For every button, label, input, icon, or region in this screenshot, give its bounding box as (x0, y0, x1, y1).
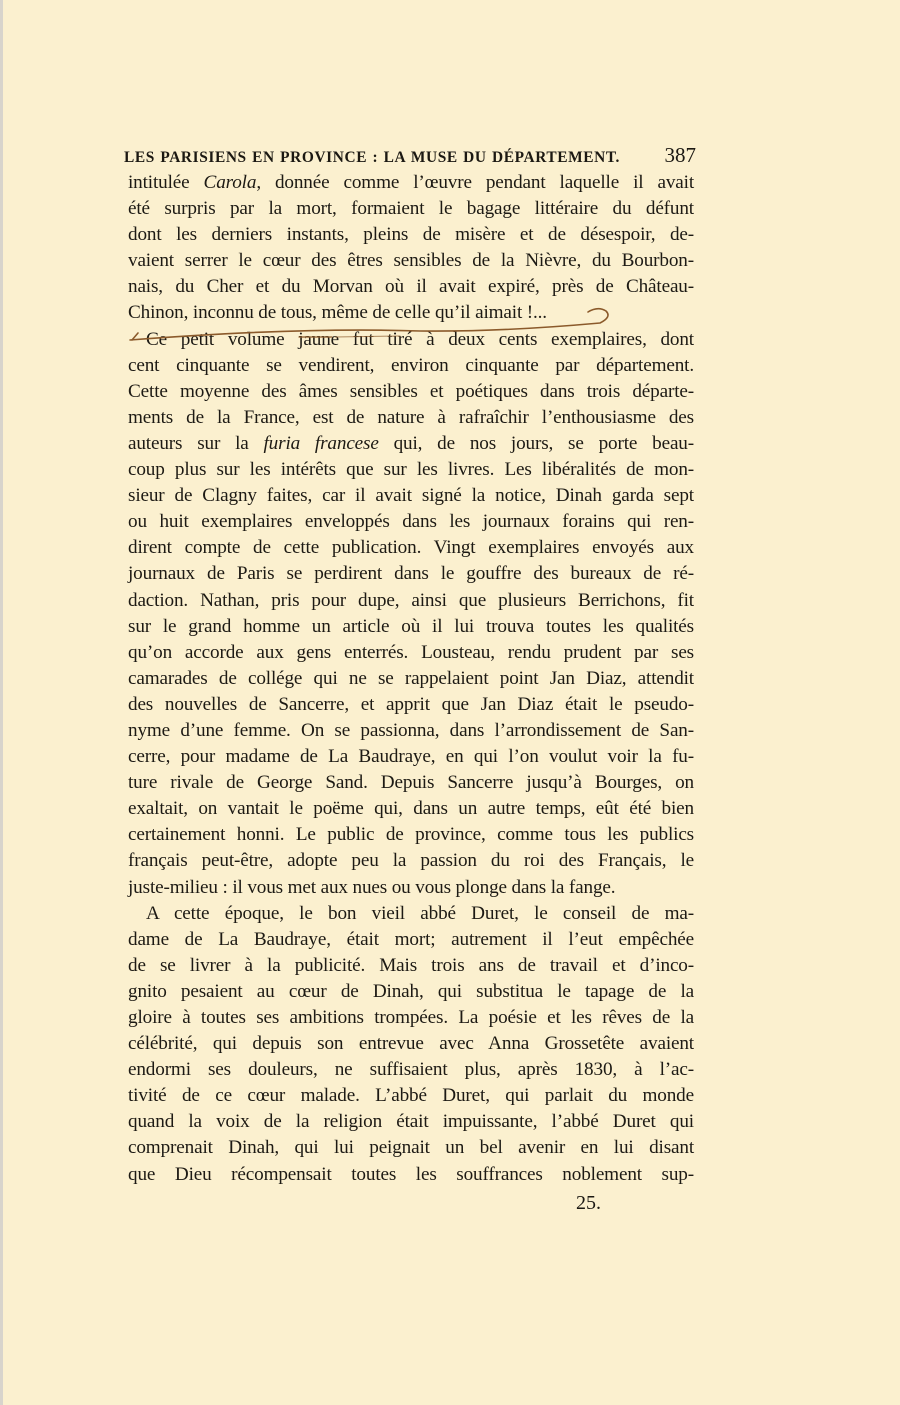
text-line: ments de la France, est de nature à rafraîchir l’enthousiasme des (128, 406, 694, 428)
text-line: certainement honni. Le public de province, comme tous les publics (128, 824, 694, 846)
text-line: gloire à toutes ses ambitions trompées. La poésie et les rêves de la (128, 1007, 694, 1028)
text-line: dont les derniers instants, pleins de misère et de désespoir, de- (128, 224, 694, 246)
text-line: français peut-être, adopte peu la passion du roi des Français, le (128, 850, 694, 872)
text-line: juste-milieu : il vous met aux nues ou vous plonge dans la fange. (128, 876, 616, 898)
text-line: tivité de ce cœur malade. L’abbé Duret, qui parlait du monde (128, 1085, 694, 1107)
text-line: célébrité, qui depuis son entrevue avec Anna Grossetête avaient (128, 1033, 694, 1055)
text-line: cerre, pour madame de La Baudraye, en qui l’on voulut voir la fu- (128, 746, 694, 768)
running-title: LES PARISIENS EN PROVINCE : LA MUSE DU DÉPARTEMENT. (124, 149, 620, 166)
text-line: coup plus sur les intérêts que sur les livres. Les libéralités de mon- (128, 459, 694, 481)
text-line: dirent compte de cette publication. Vingt exemplaires envoyés aux (128, 537, 694, 559)
text-line: que Dieu récompensait toutes les souffrances noblement sup- (128, 1163, 694, 1185)
paragraph-start-line: Ce petit volume jaune fut tiré à deux cents exemplaires, dont (146, 328, 694, 350)
italic-title: Carola (203, 172, 257, 193)
text-line: été surpris par la mort, formaient le bagage littéraire du défunt (128, 198, 694, 220)
text-line: vaient serrer le cœur des êtres sensibles de la Nièvre, du Bourbon- (128, 250, 694, 272)
text-line: de se livrer à la publicité. Mais trois ans de travail et d’inco- (128, 954, 694, 976)
text-line: sur le grand homme un article où il lui trouva toutes les qualités (128, 615, 694, 637)
text-line: auteurs sur la furia francese qui, de nos jours, se porte beau- (128, 432, 694, 454)
text-line: gnito pesaient au cœur de Dinah, qui substitua le tapage de la (128, 980, 694, 1002)
paragraph-start-line: A cette époque, le bon vieil abbé Duret, le conseil de ma- (146, 902, 694, 924)
italic-phrase: furia francese (263, 432, 379, 454)
text-line: Chinon, inconnu de tous, même de celle qu’il aimait !... (128, 302, 547, 324)
text-line: quand la voix de la religion était impuissante, l’abbé Duret qui (128, 1111, 694, 1133)
page-edge (0, 0, 3, 1405)
text-line: exaltait, on vantait le poëme qui, dans un autre temps, eût été bien (128, 798, 694, 820)
text-line: journaux de Paris se perdirent dans le gouffre des bureaux de ré- (128, 563, 694, 585)
text-line: endormi ses douleurs, ne suffisaient plus, après 1830, à l’ac- (128, 1059, 694, 1081)
text-line: ou huit exemplaires enveloppés dans les journaux forains qui ren- (128, 511, 694, 533)
text-line: daction. Nathan, pris pour dupe, ainsi que plusieurs Berrichons, fit (128, 589, 694, 611)
page-number: 387 (664, 143, 696, 167)
text-line: des nouvelles de Sancerre, et apprit que Jan Diaz était le pseudo- (128, 693, 694, 715)
body-text (128, 170, 694, 1188)
text-line: comprenait Dinah, qui lui peignait un bel avenir en lui disant (128, 1137, 694, 1159)
text-line: dame de La Baudraye, était mort; autrement il l’eut empêchée (128, 928, 694, 950)
text-line: cent cinquante se vendirent, environ cinquante par département. (128, 354, 694, 376)
text-line: Cette moyenne des âmes sensibles et poétiques dans trois départe- (128, 380, 694, 402)
text-line: camarades de collége qui ne se rappelaient point Jan Diaz, attendit (128, 667, 694, 689)
text-line: qu’on accorde aux gens enterrés. Lousteau, rendu prudent par ses (128, 641, 694, 663)
text-line: nais, du Cher et du Morvan où il avait expiré, près de Château- (128, 276, 694, 298)
running-head (124, 143, 696, 169)
signature-mark: 25. (576, 1192, 601, 1214)
text-line: sieur de Clagny faites, car il avait signé la notice, Dinah garda sept (128, 485, 694, 507)
text-line: ture rivale de George Sand. Depuis Sancerre jusqu’à Bourges, on (128, 772, 694, 794)
text-line: intitulée Carola, donnée comme l’œuvre pendant laquelle il avait (128, 172, 695, 193)
text-line: nyme d’une femme. On se passionna, dans l’arrondissement de San- (128, 719, 694, 741)
